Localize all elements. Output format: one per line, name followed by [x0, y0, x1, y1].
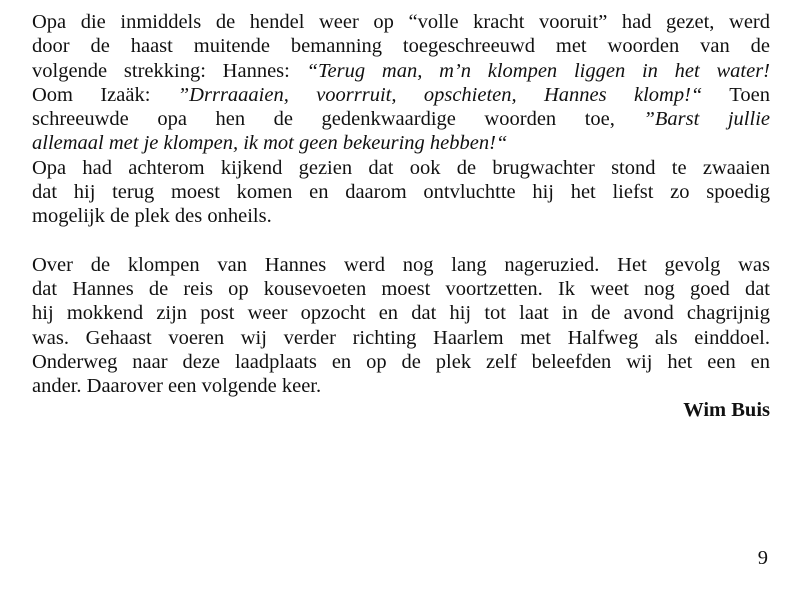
document-page [32, 10, 770, 423]
italic-quote: ”Barst jullie [643, 108, 770, 131]
text-run: volgende strekking: Hannes: [32, 59, 307, 82]
text-line: Onderweg naar deze laadplaats en op de plek zelf beleefden wij het een en [32, 350, 770, 373]
text-line: Opa die inmiddels de hendel weer op “volle kracht vooruit” had gezet, werd [32, 11, 770, 33]
text-line: dat Hannes de reis op kousevoeten moest voortzetten. Ik weet nog goed dat [32, 277, 770, 300]
text-line: Over de klompen van Hannes werd nog lang nageruzied. Het gevolg was [32, 253, 770, 276]
text-run: Oom Izaäk: [32, 83, 178, 106]
page-number: 9 [757, 547, 768, 569]
text-line: ander. Daarover een volgende keer. [32, 375, 322, 398]
italic-quote: allemaal met je klompen, ik mot geen bekeuring hebben!“ [32, 132, 508, 155]
text-line [32, 59, 770, 83]
text-line [32, 83, 770, 107]
paragraph-2 [32, 253, 770, 399]
text-run: Toen [702, 83, 770, 106]
paragraph-1 [32, 10, 770, 229]
text-line: hij mokkend zijn post weer opzocht en dat hij tot laat in de avond chagrijnig [32, 302, 770, 325]
text-line: door de haast muitende bemanning toegeschreeuwd met woorden van de [32, 35, 770, 58]
text-line: mogelijk de plek des onheils. [32, 205, 272, 228]
text-run: schreeuwde opa hen de gedenkwaardige woorden toe, [32, 108, 644, 131]
text-line: was. Gehaast voeren wij verder richting Haarlem met Halfweg als einddoel. [32, 326, 770, 349]
text-line: dat hij terug moest komen en daarom ontvluchtte hij het liefst zo spoedig [32, 181, 770, 204]
author-signature: Wim Buis [683, 399, 770, 422]
italic-quote: ”Drrraaaien, voorrruit, opschieten, Hannes klomp!“ [177, 83, 703, 106]
text-line [32, 107, 770, 131]
italic-quote: “Terug man, m’n klompen liggen in het water! [306, 59, 771, 82]
text-line: Opa had achterom kijkend gezien dat ook de brugwachter stond te zwaaien [32, 156, 770, 179]
text-line [32, 131, 770, 155]
